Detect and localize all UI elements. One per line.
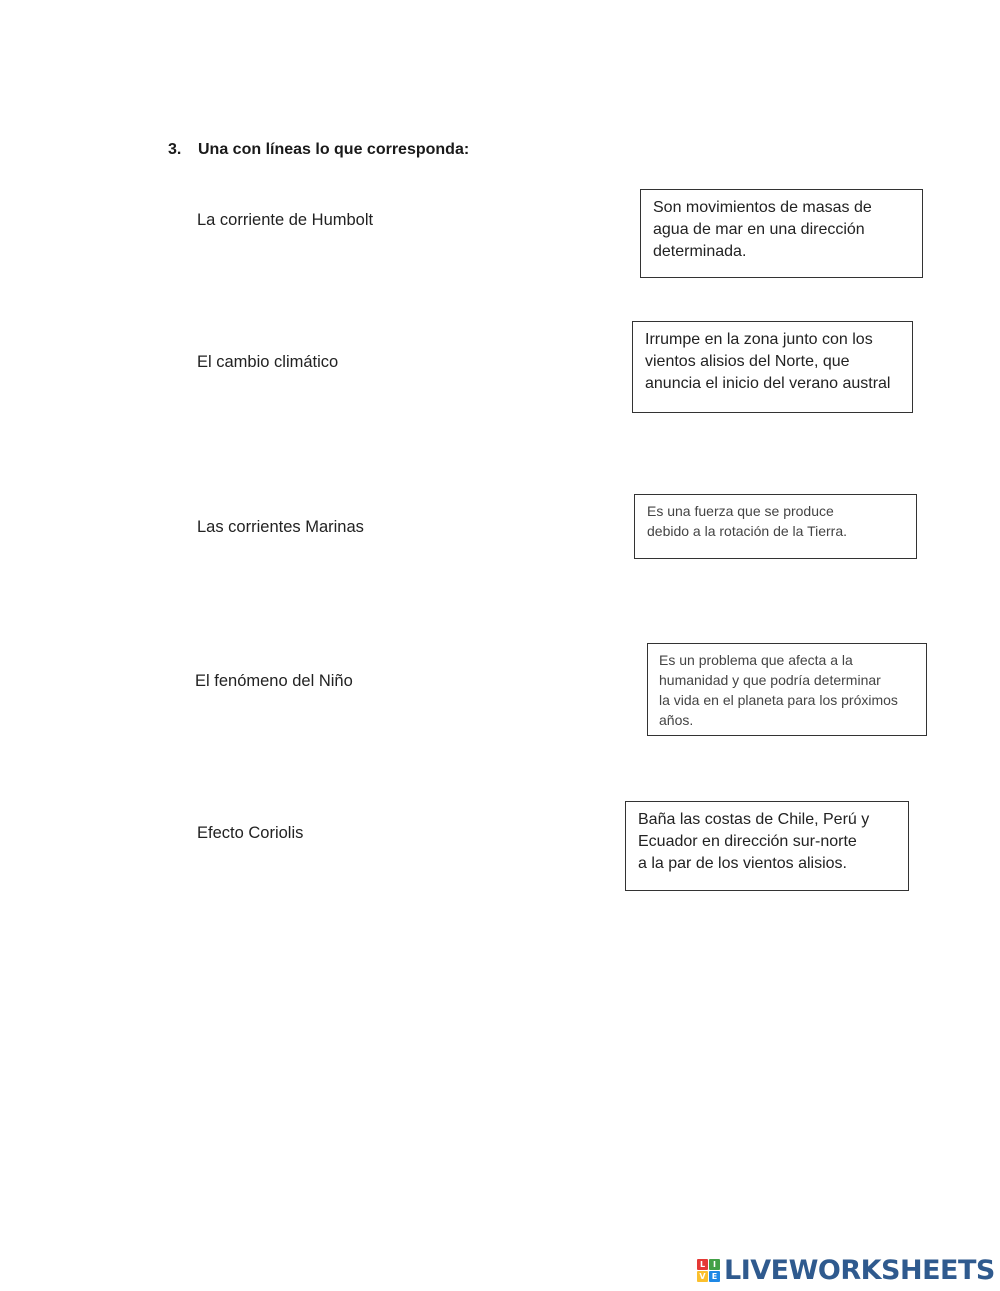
live-icon-v: V	[697, 1271, 708, 1282]
definition-box-1[interactable]	[640, 189, 923, 278]
live-icon-i: I	[709, 1259, 720, 1270]
question-number: 3.	[168, 141, 182, 158]
definition-text-2: Irrumpe en la zona junto con los vientos alisios del Norte, que anuncia el inicio del verano austral	[645, 331, 891, 392]
live-icon	[697, 1259, 720, 1282]
term-fenomeno-nino[interactable]: El fenómeno del Niño	[195, 672, 353, 690]
definition-box-2[interactable]	[632, 321, 913, 413]
term-humbolt[interactable]: La corriente de Humbolt	[197, 211, 374, 229]
term-efecto-coriolis[interactable]: Efecto Coriolis	[197, 824, 304, 842]
liveworksheets-logo	[697, 1253, 995, 1287]
term-corrientes-marinas[interactable]: Las corrientes Marinas	[197, 518, 364, 536]
term-cambio-climatico[interactable]: El cambio climático	[197, 353, 339, 371]
live-icon-e: E	[709, 1271, 720, 1282]
question-text: Una con líneas lo que corresponda:	[198, 141, 470, 158]
brand-name: LIVEWORKSHEETS	[724, 1254, 995, 1286]
question-heading	[168, 141, 469, 159]
definition-box-4[interactable]	[647, 643, 927, 736]
definition-box-5[interactable]	[625, 801, 909, 891]
definition-text-4: Es un problema que afecta a la humanidad y que podría determinar la vida en el planeta para los próximos años.	[659, 652, 898, 728]
definition-text-5: Baña las costas de Chile, Perú y Ecuador en dirección sur-norte a la par de los vientos alisios.	[638, 811, 870, 872]
definition-text-1: Son movimientos de masas de agua de mar en una dirección determinada.	[653, 199, 872, 260]
definition-box-3[interactable]	[634, 494, 917, 559]
definition-text-3: Es una fuerza que se produce debido a la rotación de la Tierra.	[647, 503, 848, 539]
live-icon-l: L	[697, 1259, 708, 1270]
